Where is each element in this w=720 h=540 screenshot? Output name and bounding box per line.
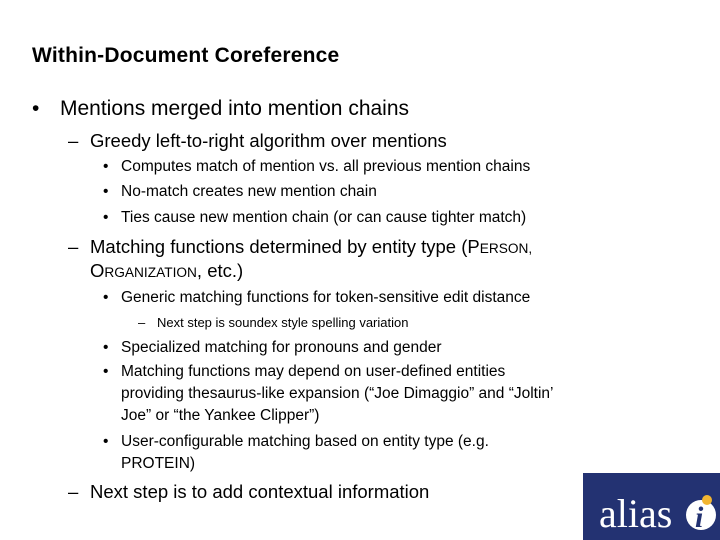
bullet-continuation: Joe” or “the Yankee Clipper”)	[121, 407, 320, 424]
logo-graphic	[583, 473, 720, 540]
text-part: ERSON	[479, 241, 529, 256]
dash-icon: –	[138, 315, 146, 330]
bullet-text: User-configurable matching based on entity type (e.g.	[121, 433, 489, 450]
bullet-continuation: PROTEIN)	[121, 455, 196, 472]
bullet-text: Computes match of mention vs. all previous mention chains	[121, 158, 531, 175]
text-part: , etc.)	[196, 260, 244, 281]
bullet-dot-icon: •	[103, 158, 109, 175]
bullet-text: Specialized matching for pronouns and gender	[121, 339, 442, 356]
bullet-text: Next step is to add contextual information	[90, 481, 430, 502]
bullet-dot-icon: •	[103, 433, 109, 450]
bullet-continuation: providing thesaurus-like expansion (“Joe Dimaggio” and “Joltin’	[121, 385, 554, 402]
slide-title: Within-Document Coreference	[32, 44, 340, 67]
text-part: Matching functions determined by entity type (	[90, 236, 468, 257]
logo-i-letter: i	[695, 501, 704, 534]
bullet-continuation	[90, 262, 243, 281]
bullet-text: Mentions merged into mention chains	[60, 97, 410, 120]
bullet-text: No-match creates new mention chain	[121, 183, 377, 200]
text-part: ,	[528, 241, 533, 256]
bullet-dot-icon: •	[103, 339, 109, 356]
bullet-text	[90, 238, 532, 257]
bullet-dot-icon: •	[103, 289, 109, 306]
logo-dot-icon	[702, 495, 712, 505]
logo-text: alias	[599, 491, 673, 536]
alias-i-logo	[583, 473, 720, 540]
bullet-text: Generic matching functions for token-sensitive edit distance	[121, 289, 531, 306]
dash-icon: –	[68, 481, 79, 502]
text-part: O	[90, 260, 105, 281]
bullet-text: Matching functions may depend on user-defined entities	[121, 363, 506, 380]
bullet-text: Ties cause new mention chain (or can cause tighter match)	[121, 209, 527, 226]
bullet-text: Greedy left-to-right algorithm over mentions	[90, 130, 447, 151]
bullet-dot-icon: •	[103, 183, 109, 200]
text-part: P	[467, 236, 480, 257]
bullet-dot-icon: •	[103, 209, 109, 226]
bullet-dot-icon: •	[103, 363, 109, 380]
dash-icon: –	[68, 236, 79, 257]
text-part: RGANIZATION	[104, 265, 197, 280]
bullet-dot-icon: •	[32, 97, 40, 120]
dash-icon: –	[68, 130, 79, 151]
bullet-text: Next step is soundex style spelling variation	[157, 315, 409, 330]
